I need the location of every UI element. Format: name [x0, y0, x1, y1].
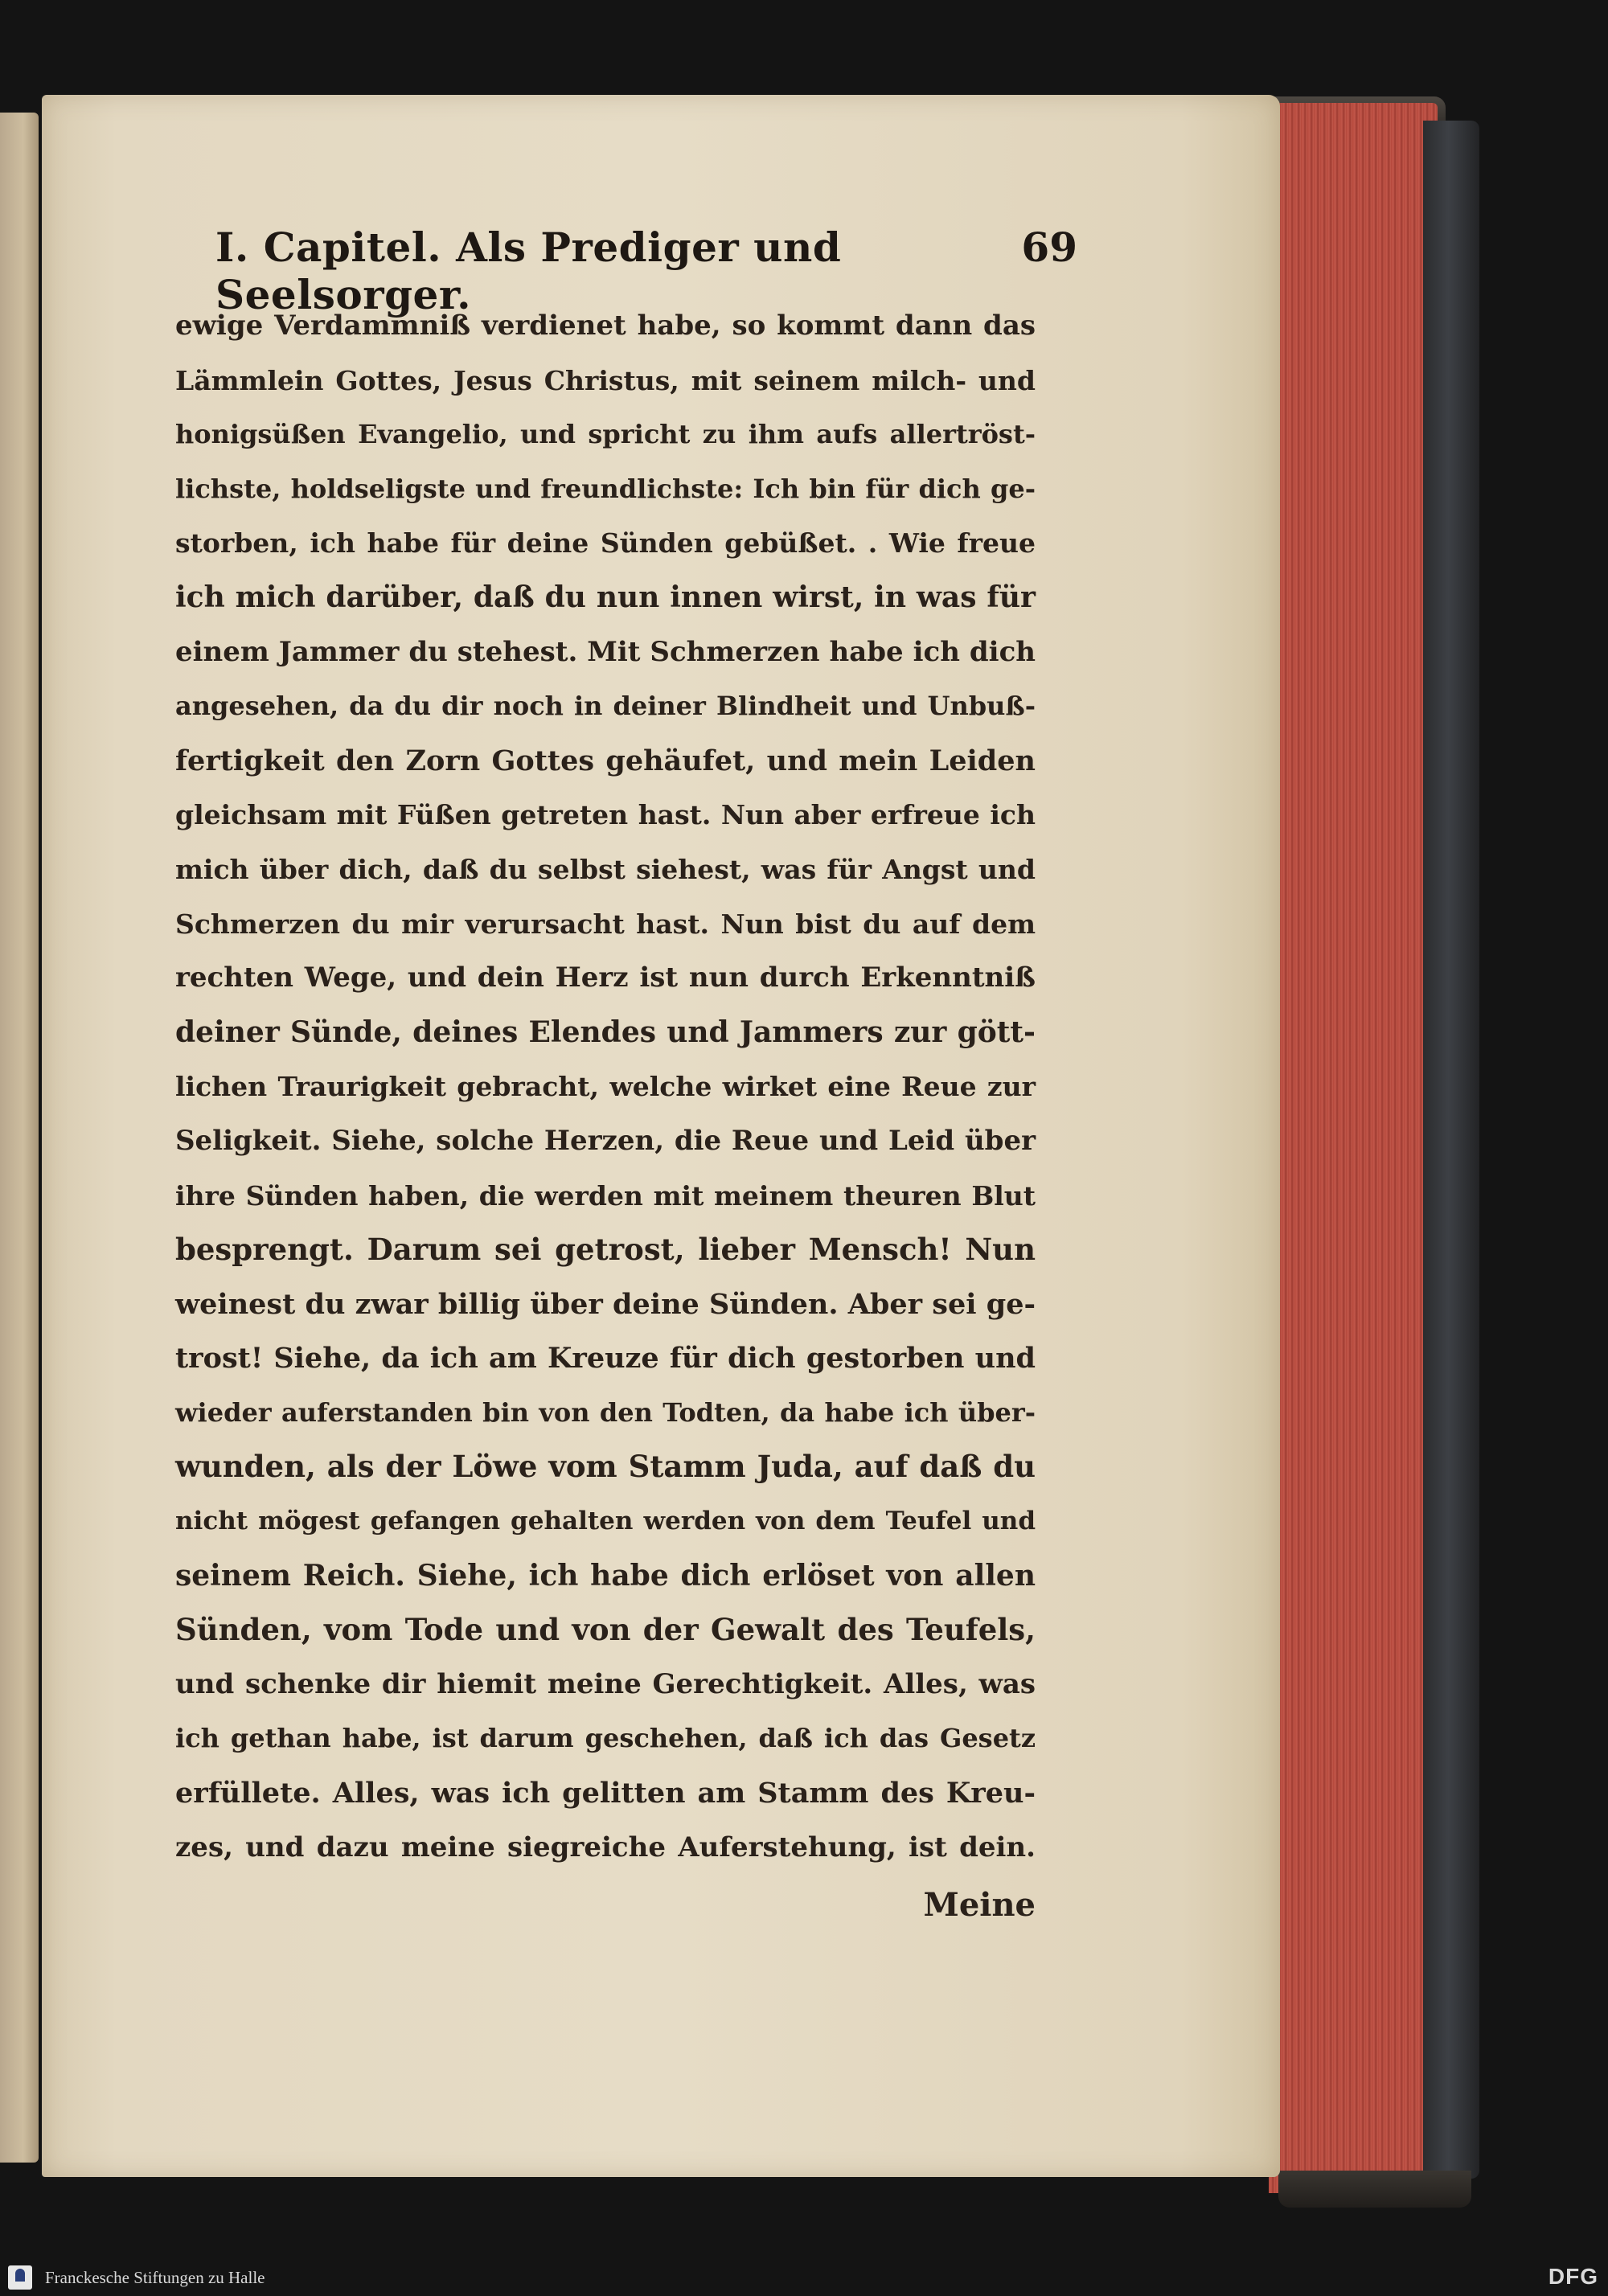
catchword: Meine — [923, 1886, 1036, 1925]
facing-page-edge — [0, 113, 39, 2163]
text-line: storben, ich habe für deine Sünden gebüßet. . Wie freue — [175, 527, 1036, 560]
francke-foundation-logo-icon[interactable] — [8, 2265, 32, 2290]
page-number: 69 — [1021, 223, 1077, 271]
text-line: besprengt. Darum sei getrost, lieber Mensch! Nun — [175, 1232, 1036, 1268]
text-line: ihre Sünden haben, die werden mit meinem theuren Blut — [175, 1179, 1036, 1212]
text-line: und schenke dir hiemit meine Gerechtigkeit. Alles, was — [175, 1667, 1036, 1700]
text-line: lichste, holdseligste und freundlichste: Ich bin für dich ge- — [175, 473, 1036, 504]
text-line: Sünden, vom Tode und von der Gewalt des Teufels, — [175, 1612, 1036, 1648]
text-line: einem Jammer du stehest. Mit Schmerzen habe ich dich — [175, 635, 1036, 668]
text-line: mich über dich, daß du selbst siehest, was für Angst und — [175, 853, 1036, 885]
text-line: Seligkeit. Siehe, solche Herzen, die Reue und Leid über — [175, 1124, 1036, 1157]
text-line: zes, und dazu meine siegreiche Auferstehung, ist dein. — [175, 1831, 1036, 1863]
book-red-cut-edge — [1269, 103, 1438, 2193]
text-line: Schmerzen du mir verursacht hast. Nun bist du auf dem — [175, 908, 1036, 940]
text-line: nicht mögest gefangen gehalten werden von dem Teufel und — [175, 1507, 1036, 1536]
text-line: fertigkeit den Zorn Gottes gehäufet, und mein Leiden — [175, 744, 1036, 777]
text-line: seinem Reich. Siehe, ich habe dich erlöset von allen — [175, 1558, 1036, 1593]
running-head-title: I. Capitel. Als Prediger und Seelsorger. — [215, 223, 842, 318]
text-line: Lämmlein Gottes, Jesus Christus, mit seinem milch- und — [175, 364, 1036, 396]
text-line: gleichsam mit Füßen getreten hast. Nun aber erfreue ich — [175, 799, 1036, 831]
text-line: trost! Siehe, da ich am Kreuze für dich gestorben und — [175, 1342, 1036, 1376]
text-line: honigsüßen Evangelio, und spricht zu ihm aufs allertröst- — [175, 419, 1036, 450]
book-cover-spine — [1423, 121, 1479, 2179]
text-line: lichen Traurigkeit gebracht, welche wirket eine Reue zur — [175, 1071, 1036, 1103]
text-line: wieder auferstanden bin von den Todten, da habe ich über- — [175, 1396, 1036, 1428]
body-text — [175, 299, 1036, 1875]
page-text-block — [175, 215, 1077, 1932]
institution-name[interactable]: Franckesche Stiftungen zu Halle — [45, 2268, 265, 2287]
text-line: angesehen, da du dir noch in deiner Blindheit und Unbuß- — [175, 691, 1036, 722]
running-head — [175, 215, 1077, 318]
text-line: erfüllete. Alles, was ich gelitten am Stamm des Kreu- — [175, 1777, 1036, 1810]
dfg-logo[interactable]: DFG — [1548, 2264, 1598, 2289]
book-cover-bottom — [1278, 2171, 1471, 2208]
text-line: ich gethan habe, ist darum geschehen, daß ich das Gesetz — [175, 1723, 1036, 1754]
viewer-footer — [0, 2259, 1608, 2296]
text-line: deiner Sünde, deines Elendes und Jammers zur gött- — [175, 1015, 1036, 1049]
text-line: ich mich darüber, daß du nun innen wirst, in was für — [175, 580, 1036, 614]
text-line: weinest du zwar billig über deine Sünden. Aber sei ge- — [175, 1287, 1036, 1321]
text-line: rechten Wege, und dein Herz ist nun durch Erkenntniß — [175, 961, 1036, 994]
text-line: wunden, als der Löwe vom Stamm Juda, auf daß du — [175, 1449, 1036, 1485]
text-line: ewige Verdammniß verdienet habe, so kommt dann das — [175, 310, 1036, 342]
